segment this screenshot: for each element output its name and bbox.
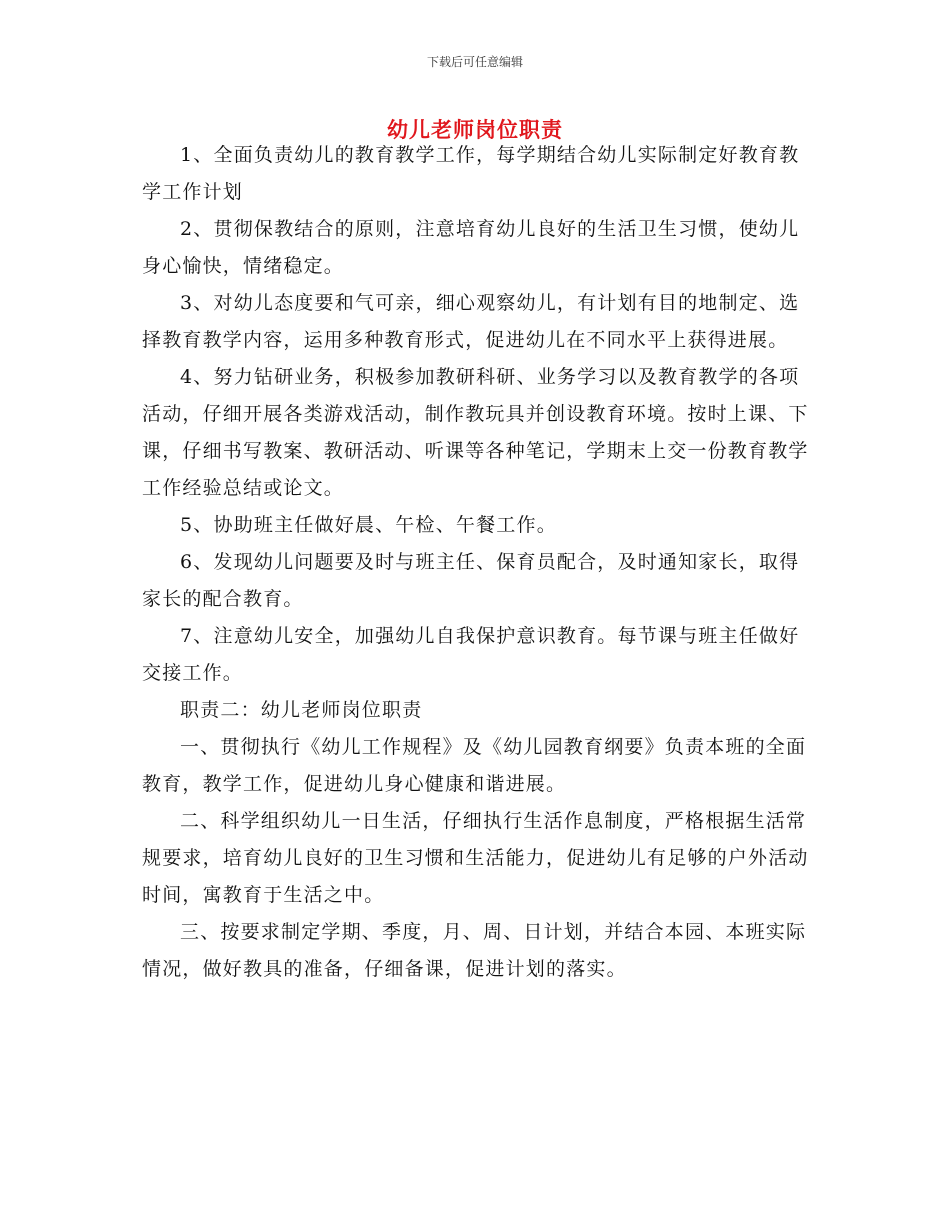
paragraph-7: 7、注意幼儿安全，加强幼儿自我保护意识教育。每节课与班主任做好交接工作。 xyxy=(142,625,800,684)
paragraph-5: 5、协助班主任做好晨、午检、午餐工作。 xyxy=(180,514,557,536)
paragraph-4: 4、努力钻研业务，积极参加教研科研、业务学习以及教育教学的各项活动，仔细开展各类游戏活动，制作教玩具并创设教育环境。按时上课、下课，仔细书写教案、教研活动、听课等各种笔记，学期末上交一份教育教学工作经验总结或论文。 xyxy=(142,366,809,499)
paragraph-1: 1、全面负责幼儿的教育教学工作，每学期结合幼儿实际制定好教育教学工作计划 xyxy=(142,144,800,203)
document-title: 幼儿老师岗位职责 xyxy=(387,118,563,142)
section-heading-duties-two: 职责二：幼儿老师岗位职责 xyxy=(180,699,423,721)
paragraph-section2-1: 一、贯彻执行《幼儿工作规程》及《幼儿园教育纲要》负责本班的全面教育，教学工作，促进幼儿身心健康和谐进展。 xyxy=(142,736,807,795)
paragraph-2: 2、贯彻保教结合的原则，注意培育幼儿良好的生活卫生习惯，使幼儿身心愉快，情绪稳定。 xyxy=(142,218,800,277)
document-body xyxy=(142,137,810,988)
paragraph-3: 3、对幼儿态度要和气可亲，细心观察幼儿，有计划有目的地制定、选择教育教学内容，运用多种教育形式，促进幼儿在不同水平上获得进展。 xyxy=(142,292,800,351)
paragraph-6: 6、发现幼儿问题要及时与班主任、保育员配合，及时通知家长，取得家长的配合教育。 xyxy=(142,551,800,610)
paragraph-section2-3: 三、按要求制定学期、季度，月、周、日计划，并结合本园、本班实际情况，做好教具的准备，仔细备课，促进计划的落实。 xyxy=(142,921,807,980)
header-note: 下载后可任意编辑 xyxy=(426,55,523,69)
paragraph-section2-2: 二、科学组织幼儿一日生活，仔细执行生活作息制度，严格根据生活常规要求，培育幼儿良好的卫生习惯和生活能力，促进幼儿有足够的户外活动时间，寓教育于生活之中。 xyxy=(142,810,809,906)
